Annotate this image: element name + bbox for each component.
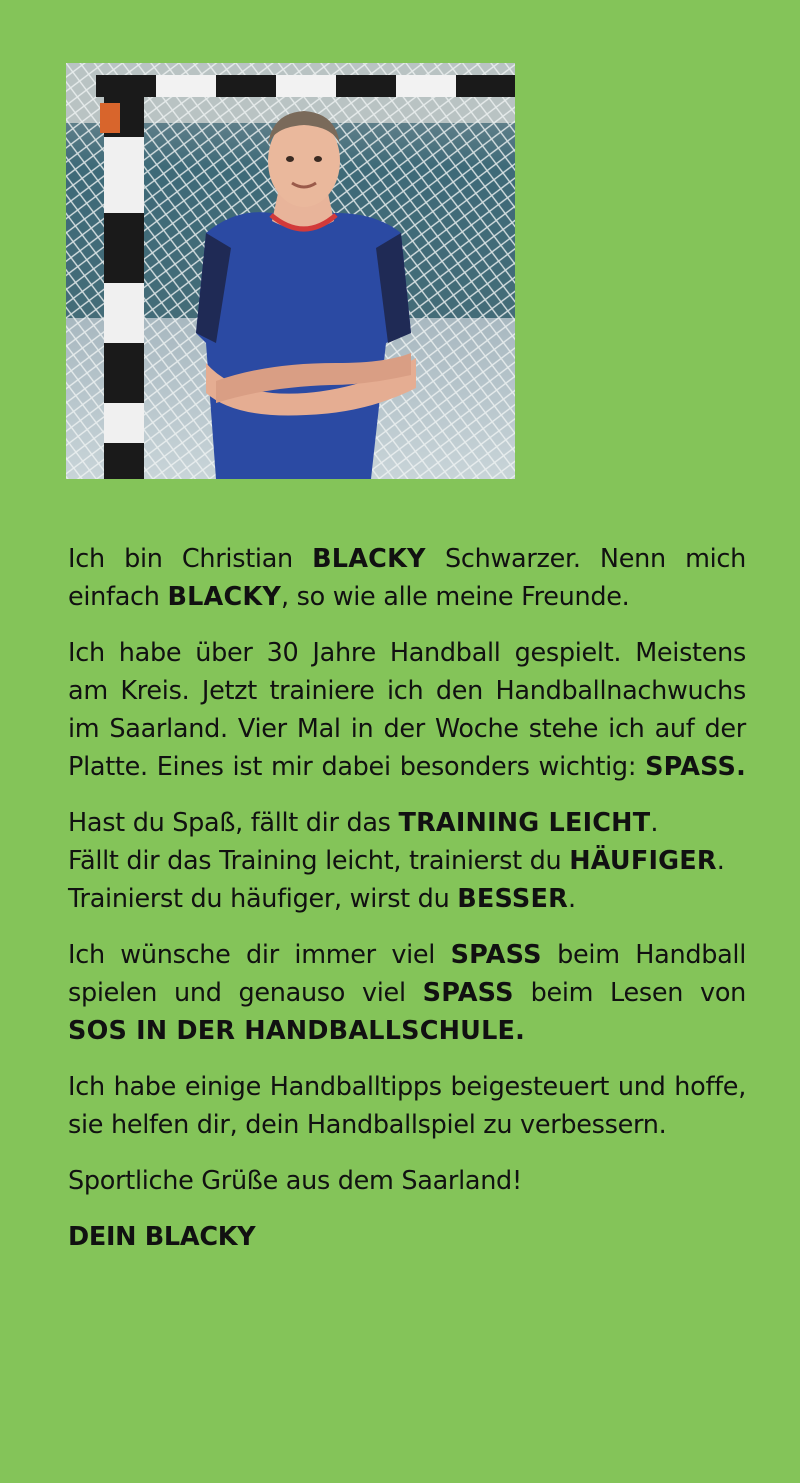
- coach-photo: [66, 63, 515, 479]
- text-line: Ich habe über 30 Jahre Handball gespielt. Meistens: [68, 638, 746, 668]
- text-line: Trainierst du häufiger, wirst du BESSER.: [68, 884, 576, 914]
- text-line: Ich bin Christian BLACKY Schwarzer. Nenn mich: [68, 544, 746, 574]
- text-line: Ich wünsche dir immer viel SPASS beim Handball: [68, 940, 746, 970]
- paragraph-training: [68, 804, 746, 918]
- emphasis-spass: SPASS: [450, 940, 542, 970]
- paragraph-wishes: [68, 936, 746, 1050]
- text-line: einfach BLACKY, so wie alle meine Freunde.: [68, 582, 630, 612]
- paragraph-introduction: [68, 540, 746, 616]
- greeting-line: Sportliche Grüße aus dem Saarland!: [68, 1166, 522, 1196]
- emphasis-spass: SPASS: [422, 978, 514, 1008]
- emphasis-spass: SPASS.: [645, 752, 746, 782]
- signature: DEIN BLACKY: [68, 1222, 256, 1252]
- emphasis-blacky: BLACKY: [167, 582, 281, 612]
- text-line: Platte. Eines ist mir dabei besonders wichtig: SPASS.: [68, 752, 746, 782]
- text-line: Ich habe einige Handballtipps beigesteuert und hoffe,: [68, 1072, 746, 1102]
- coach-photo-illustration: [66, 63, 515, 479]
- text-line: im Saarland. Vier Mal in der Woche stehe ich auf der: [68, 714, 746, 744]
- text-line: Fällt dir das Training leicht, trainierst du HÄUFIGER.: [68, 846, 725, 876]
- paragraph-career: [68, 634, 746, 786]
- book-title: SOS IN DER HANDBALLSCHULE.: [68, 1016, 526, 1046]
- emphasis-haeufiger: HÄUFIGER: [569, 846, 717, 876]
- text-line: Hast du Spaß, fällt dir das TRAINING LEICHT.: [68, 808, 659, 838]
- text-line: spielen und genauso viel SPASS beim Lesen von: [68, 978, 746, 1008]
- text-line: am Kreis. Jetzt trainiere ich den Handballnachwuchs: [68, 676, 746, 706]
- text-line: sie helfen dir, dein Handballspiel zu verbessern.: [68, 1110, 667, 1140]
- paragraph-greeting: [68, 1162, 746, 1200]
- paragraph-tips: [68, 1068, 746, 1144]
- emphasis-training-leicht: TRAINING LEICHT: [398, 808, 651, 838]
- emphasis-blacky: BLACKY: [312, 544, 426, 574]
- emphasis-besser: BESSER: [457, 884, 568, 914]
- intro-text: [68, 540, 746, 1256]
